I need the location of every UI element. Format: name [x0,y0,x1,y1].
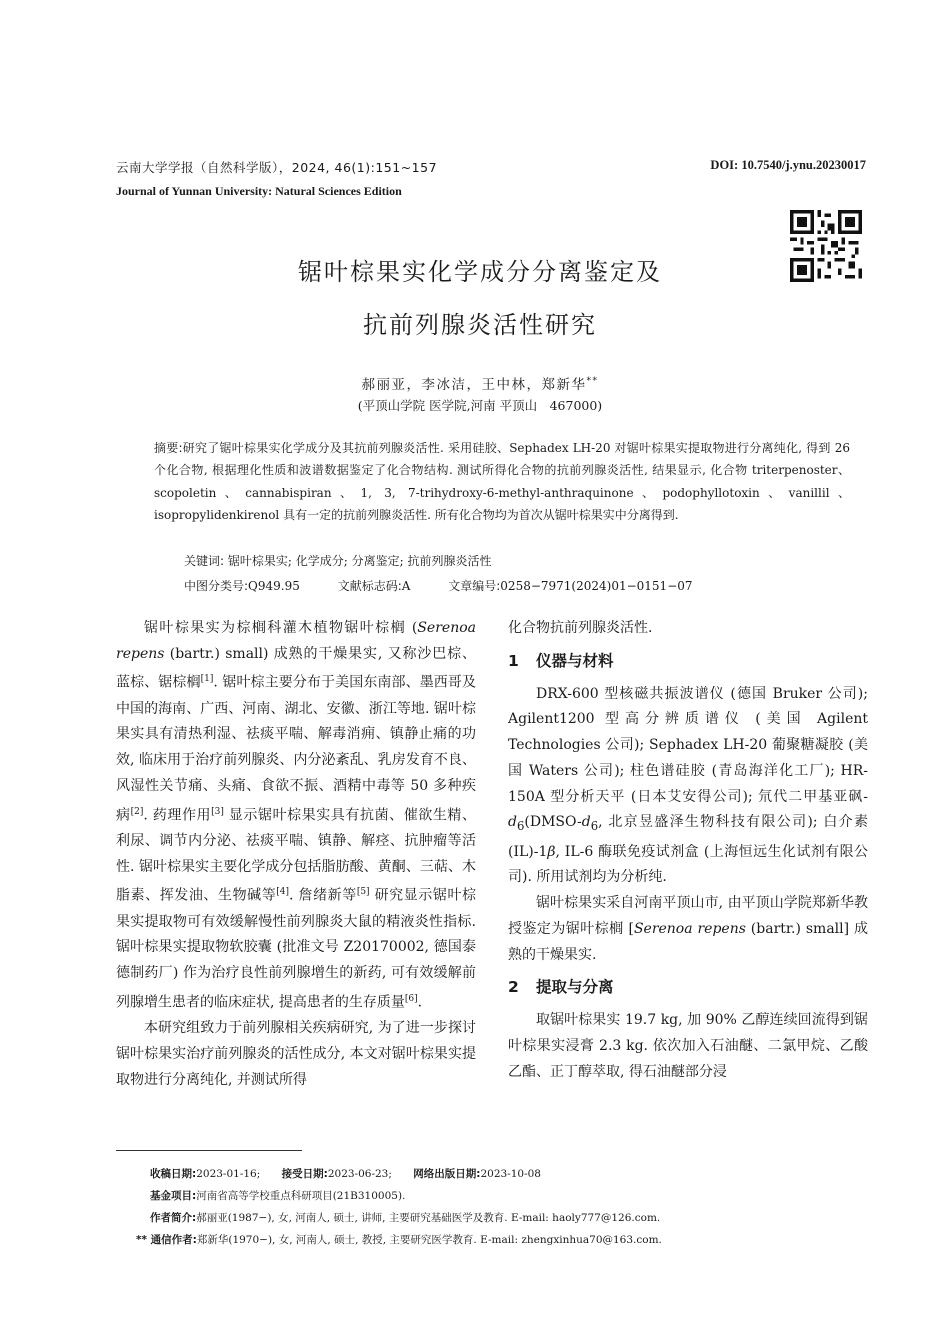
keywords [184,552,491,569]
affiliation: (平顶山学院 医学院,河南 平顶山 467000) [357,398,603,413]
author-footnote: 作者简介:郝丽亚(1987−), 女, 河南人, 硕士, 讲师, 主要研究基础医学及教育. E-mail: haoly777@126.com. [150,1212,661,1224]
author-names: 郝丽亚，李冰洁，王中林，郑新华 [361,377,587,393]
clc-value: Q949.95 [248,579,300,593]
section-number: 2 [508,978,519,997]
keywords-label: 关键词: [184,554,225,568]
section-heading-2 [508,974,868,1000]
corresponding-footnote: ** 通信作者:郑新华(1970−), 女, 河南人, 硕士, 教授, 主要研究医学教育. E-mail: zhengxinhua70@163.com. [136,1234,662,1246]
abstract-text: 研究了锯叶棕果实化学成分及其抗前列腺炎活性. 采用硅胶、Sephadex LH-20 对锯叶棕果实提取物进行分离纯化, 得到 26 个化合物, 根据理化性质和波谱数据鉴定了化合物结构. 测试所得化合物的抗前列腺炎活性, 结果显示, 化合物 triterpenoster、scopoletin、cannabispiran、1, 3, 7-trihydroxy-6-methyl-anthraquinone、podophyllotoxin、vanillil、isopropylidenkirenol 具有一定的抗前列腺炎活性. 所有化合物均为首次从锯叶棕果实中分离得到. [154,441,850,522]
doc-code-label: 文献标志码: [337,579,402,593]
extraction-paragraph: 取锯叶棕果实 19.7 kg, 加 90% 乙醇连续回流得到锯叶棕果实浸膏 2.3 kg. 依次加入石油醚、二氯甲烷、乙酸乙酯、正丁醇萃取, 得石油醚部分浸 [508,1012,868,1080]
instruments-paragraph: DRX-600 型核磁共振波谱仪 (德国 Bruker 公司); Agilent1200 型高分辨质谱仪 (美国 Agilent Technologies 公司); Sephadex LH-20 葡聚糖凝胶 (美国 Waters 公司); 柱色谱硅胶 (青岛海洋化工厂); HR-150A 型分析天平 (日本艾安得公司); 氘代二甲基亚砜$-d_6(DMSO-d_6$, 北京昱盛泽生物科技有限公司); 白介素 (IL)-1β, IL-6 酶联免疫试剂盒 (上海恒远生化试剂有限公司). 所用试剂均为分析纯. [508,685,868,886]
section-title: 仪器与材料 [536,651,614,670]
doi: DOI: 10.7540/j.ynu.20230017 [710,158,866,172]
classification-line [184,577,727,594]
dates-footnote: 收稿日期:2023-01-16; 接受日期:2023-06-23; 网络出版日期:2023-10-08 [150,1168,541,1180]
paper-title-line-1: 锯叶棕果实化学成分分离鉴定及 [298,258,662,286]
right-column [508,616,868,1085]
intro-paragraph-1: 锯叶棕果实为棕榈科灌木植物锯叶棕榈 (Serenoa repens (bartr.) small) 成熟的干燥果实, 又称沙巴棕、蓝棕、锯棕榈[1]. 锯叶棕主要分布于美国东南部、墨西哥及中国的海南、广西、河南、湖北、安徽、浙江等地. 锯叶棕果实具有清热利湿、祛痰平喘、解毒消痈、镇静止痛的功效, 临床用于治疗前列腺炎、内分泌紊乱、乳房发育不良、风湿性关节痛、头痛、食欲不振、酒精中毒等 50 多种疾病[2]. 药理作用[3] 显示锯叶棕果实具有抗菌、催欲生精、利尿、调节内分泌、祛痰平喘、镇静、解痉、抗肿瘤等活性. 锯叶棕果实主要化学成分包括脂肪酸、黄酮、三萜、木脂素、挥发油、生物碱等[4]. 詹绪新等[5] 研究显示锯叶棕果实提取物可有效缓解慢性前列腺炎大鼠的精液炎性指标. 锯叶棕果实提取物软胶囊 (批准文号 Z20170002, 德国泰德制药厂) 作为治疗良性前列腺增生的新药, 可有效缓解前列腺增生患者的临床症状, 提高患者的生存质量[6]. [116,620,477,1011]
keywords-text: 锯叶棕果实; 化学成分; 分离鉴定; 抗前列腺炎活性 [227,554,492,568]
article-no-label: 文章编号: [448,579,501,593]
citation-6[interactable]: [6] [404,993,418,1004]
clc-label: 中图分类号: [184,579,249,593]
material-paragraph: 锯叶棕果实采自河南平顶山市, 由平顶山学院郑新华教授鉴定为锯叶棕榈 [Serenoa repens (bartr.) small] 成熟的干燥果实. [508,895,868,963]
abstract-label: 摘要: [154,441,183,455]
citation-1[interactable]: [1] [200,674,214,685]
citation-3[interactable]: [3] [211,806,224,817]
left-column [116,616,476,1093]
journal-name-en: Journal of Yunnan University: Natural Sciences Edition [116,184,402,198]
citation-5[interactable]: [5] [356,887,370,898]
paper-title-line-2: 抗前列腺炎活性研究 [363,311,597,339]
doc-code-value: A [401,579,411,593]
intro-paragraph-2: 本研究组致力于前列腺相关疾病研究, 为了进一步探讨锯叶棕果实治疗前列腺炎的活性成分, 本文对锯叶棕果实提取物进行分离纯化, 并测试所得 [116,1020,476,1088]
section-number: 1 [508,651,519,670]
citation-4[interactable]: [4] [276,887,290,898]
journal-name-cn: 云南大学学报（自然科学版），2024, 46(1):151~157 [116,160,438,175]
intro-paragraph-end: 化合物抗前列腺炎活性. [508,620,653,636]
section-heading-1 [508,648,868,674]
abstract [154,437,850,526]
fund-footnote: 基金项目:河南省高等学校重点科研项目(21B310005). [150,1190,406,1202]
article-no-value: 0258−7971(2024)01−0151−07 [500,579,693,593]
section-title: 提取与分离 [536,978,614,997]
species-name: Serenoa repens [633,920,746,937]
citation-2[interactable]: [2] [130,806,144,817]
authors [200,373,760,393]
corresponding-mark: ** [586,376,599,387]
species-name: Serenoa repens [116,620,476,662]
footnote-divider [116,1150,302,1151]
